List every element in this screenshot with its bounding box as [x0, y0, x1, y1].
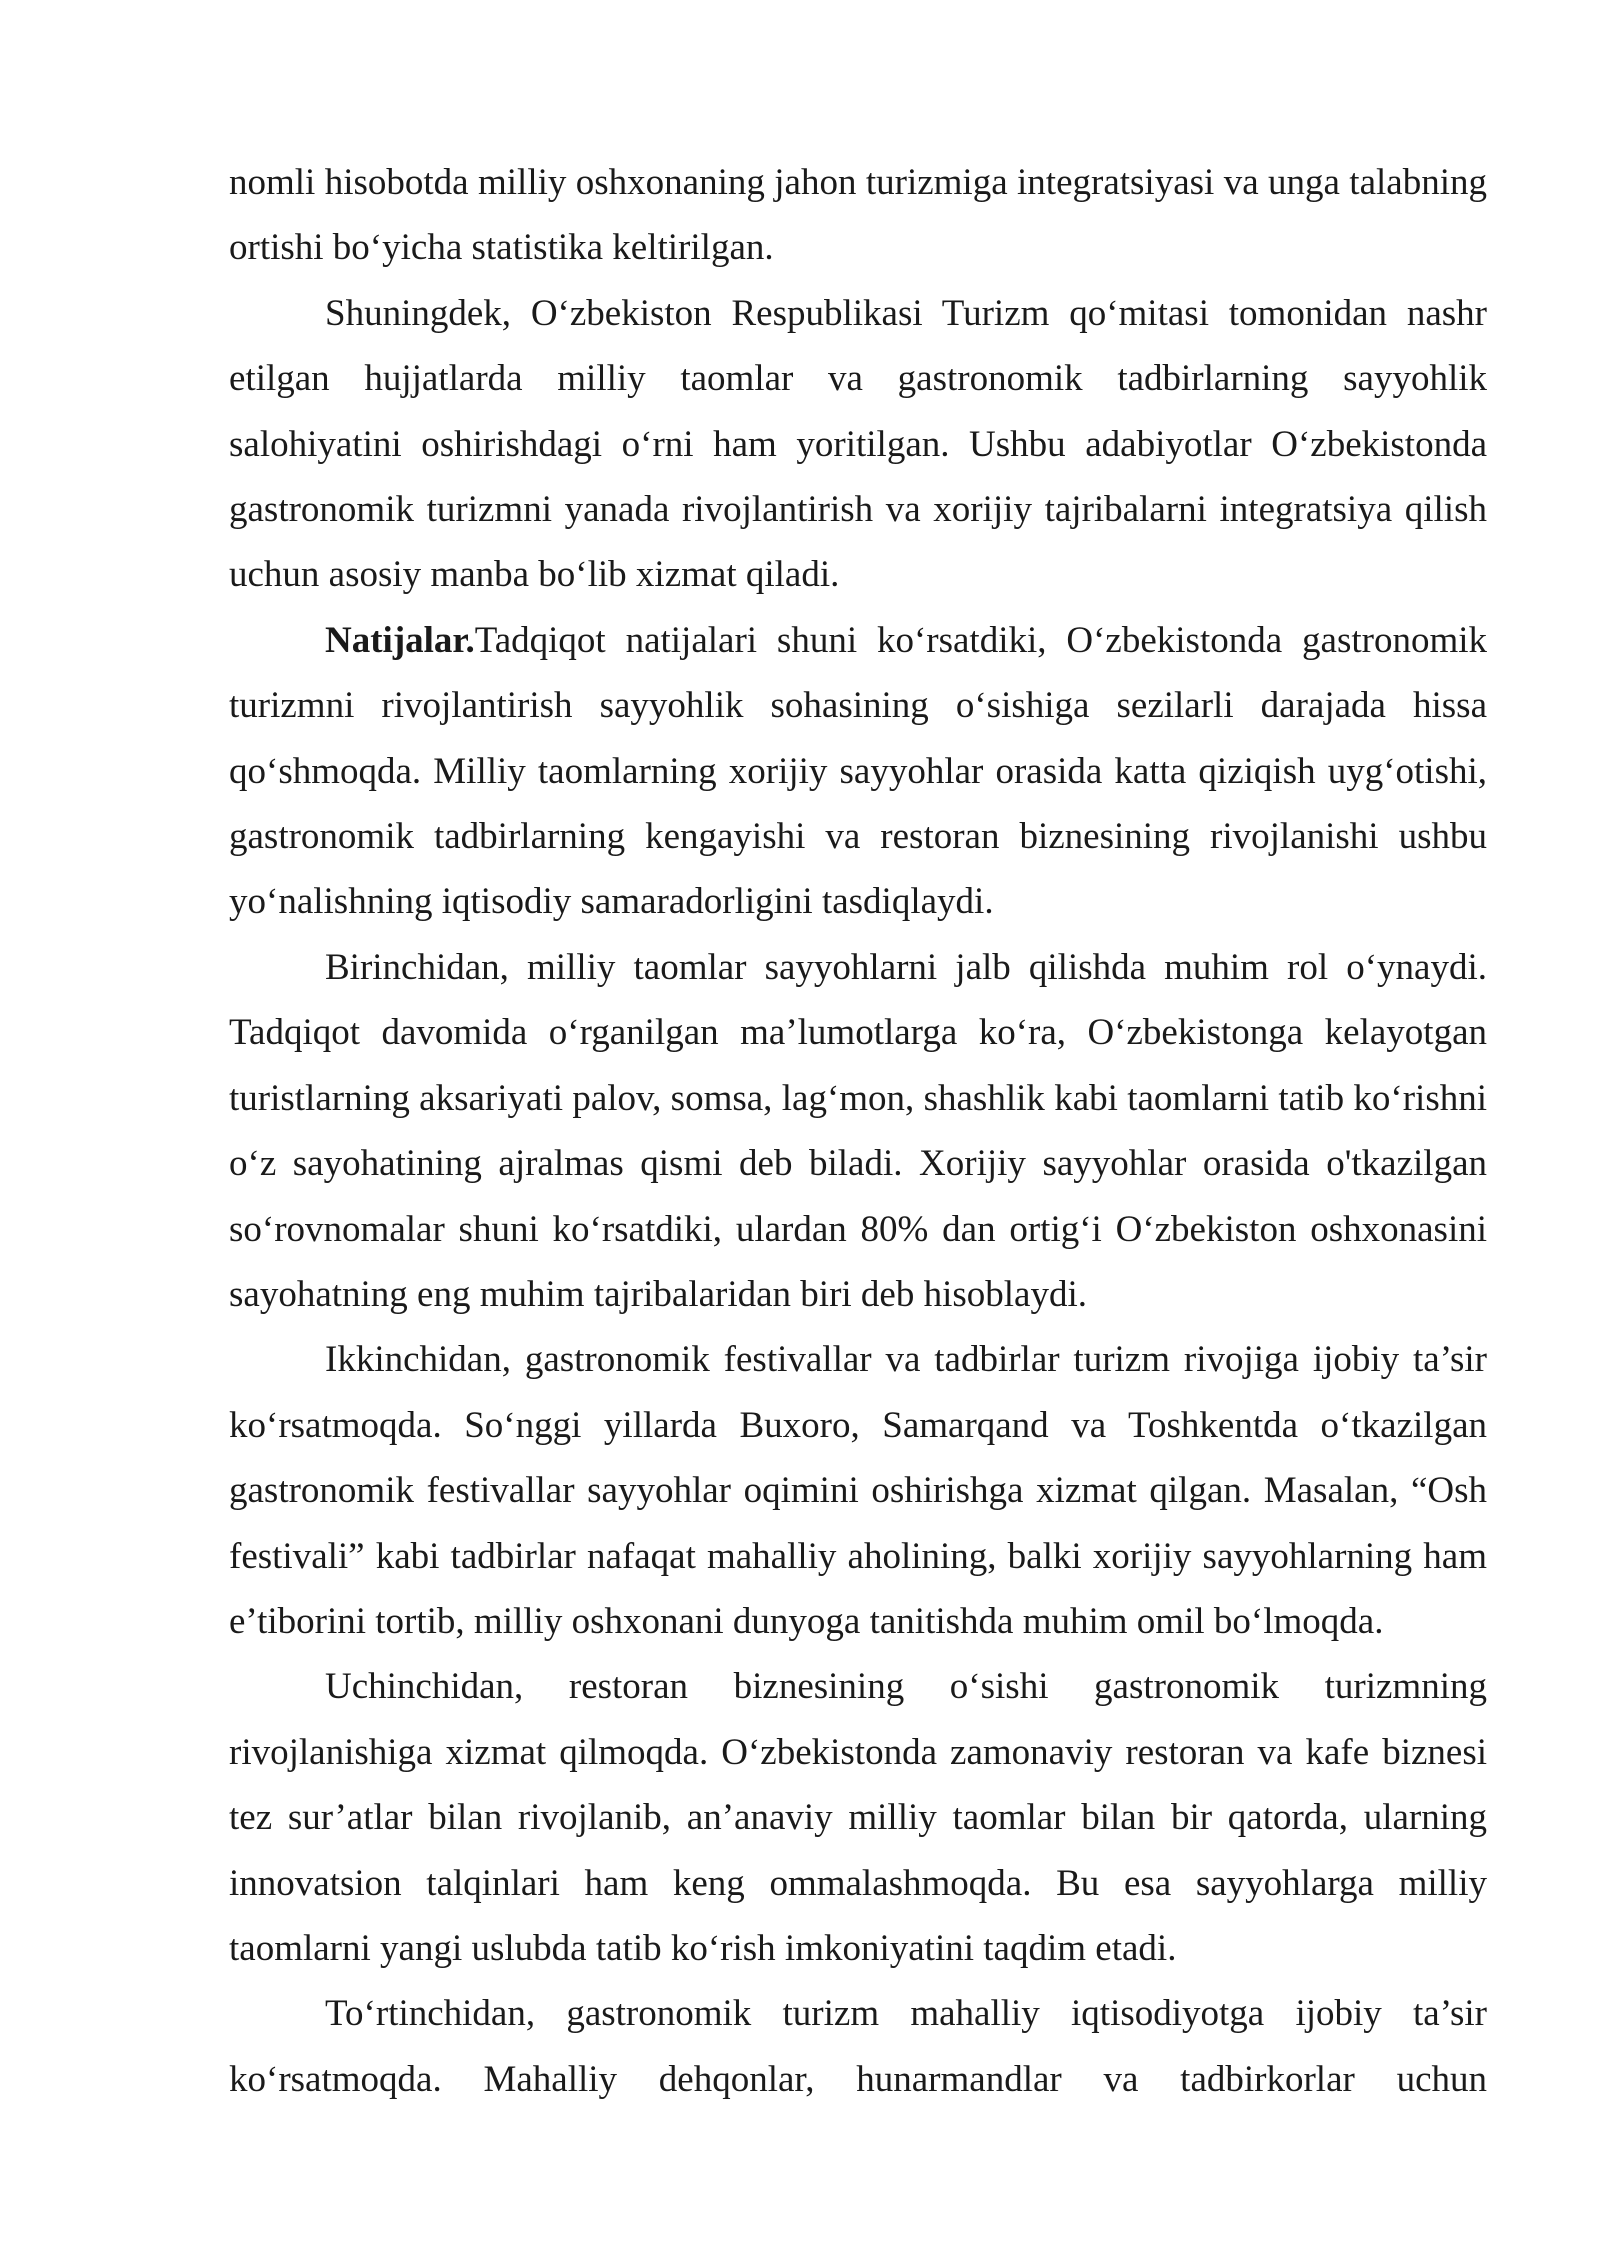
- section-heading-results: Natijalar.: [325, 619, 475, 661]
- paragraph-results: [229, 608, 1487, 935]
- paragraph-first: Birinchidan, milliy taomlar sayyohlarni jalb qilishda muhim rol o‘ynaydi. Tadqiqot davomida o‘rganilgan ma’lumotlarga ko‘ra, O‘zbekistonga kelayotgan turistlarning aksariyati palov, somsa, lag‘mon, shashlik kabi taomlarni tatib ko‘rishni o‘z sayohatining ajralmas qismi deb biladi. Xorijiy sayyohlar orasida o'tkazilgan so‘rovnomalar shuni ko‘rsatdiki, ulardan 80% dan ortig‘i O‘zbekiston oshxonasini sayohatning eng muhim tajribalaridan biri deb hisoblaydi.: [229, 946, 1487, 1315]
- paragraph-fourth: To‘rtinchidan, gastronomik turizm mahalliy iqtisodiyotga ijobiy ta’sir ko‘rsatmoqda. Mahalliy dehqonlar, hunarmandlar va tadbirkorlar uchun: [229, 1993, 1487, 2100]
- document-page: [229, 150, 1487, 2112]
- paragraph-continuation: nomli hisobotda milliy oshxonaning jahon turizmiga integratsiyasi va unga talabning ortishi bo‘yicha statistika keltirilgan.: [229, 162, 1487, 269]
- paragraph-results-text: Tadqiqot natijalari shuni ko‘rsatdiki, O‘zbekistonda gastronomik turizmni rivojlantirish sayyohlik sohasining o‘sishiga sezilarli darajada hissa qo‘shmoqda. Milliy taomlarning xorijiy sayyohlar orasida katta qiziqish uyg‘otishi, gastronomik tadbirlarning kengayishi va restoran biznesining rivojlanishi ushbu yo‘nalishning iqtisodiy samaradorligini tasdiqlaydi.: [229, 619, 1487, 923]
- paragraph-second: Ikkinchidan, gastronomik festivallar va tadbirlar turizm rivojiga ijobiy ta’sir ko‘rsatmoqda. So‘nggi yillarda Buxoro, Samarqand va Toshkentda o‘tkazilgan gastronomik festivallar sayyohlar oqimini oshirishga xizmat qilgan. Masalan, “Osh festivali” kabi tadbirlar nafaqat mahalliy aholining, balki xorijiy sayyohlarning ham e’tiborini tortib, milliy oshxonani dunyoga tanitishda muhim omil bo‘lmoqda.: [229, 1339, 1487, 1642]
- paragraph-literature: Shuningdek, O‘zbekiston Respublikasi Turizm qo‘mitasi tomonidan nashr etilgan hujjatlarda milliy taomlar va gastronomik tadbirlarning sayyohlik salohiyatini oshirishdagi o‘rni ham yoritilgan. Ushbu adabiyotlar O‘zbekistonda gastronomik turizmni yanada rivojlantirish va xorijiy tajribalarni integratsiya qilish uchun asosiy manba bo‘lib xizmat qiladi.: [229, 292, 1487, 596]
- paragraph-third: Uchinchidan, restoran biznesining o‘sishi gastronomik turizmning rivojlanishiga xizmat qilmoqda. O‘zbekistonda zamonaviy restoran va kafe biznesi tez sur’atlar bilan rivojlanib, an’anaviy milliy taomlar bilan bir qatorda, ularning innovatsion talqinlari ham keng ommalashmoqda. Bu esa sayyohlarga milliy taomlarni yangi uslubda tatib ko‘rish imkoniyatini taqdim etadi.: [229, 1666, 1487, 1969]
